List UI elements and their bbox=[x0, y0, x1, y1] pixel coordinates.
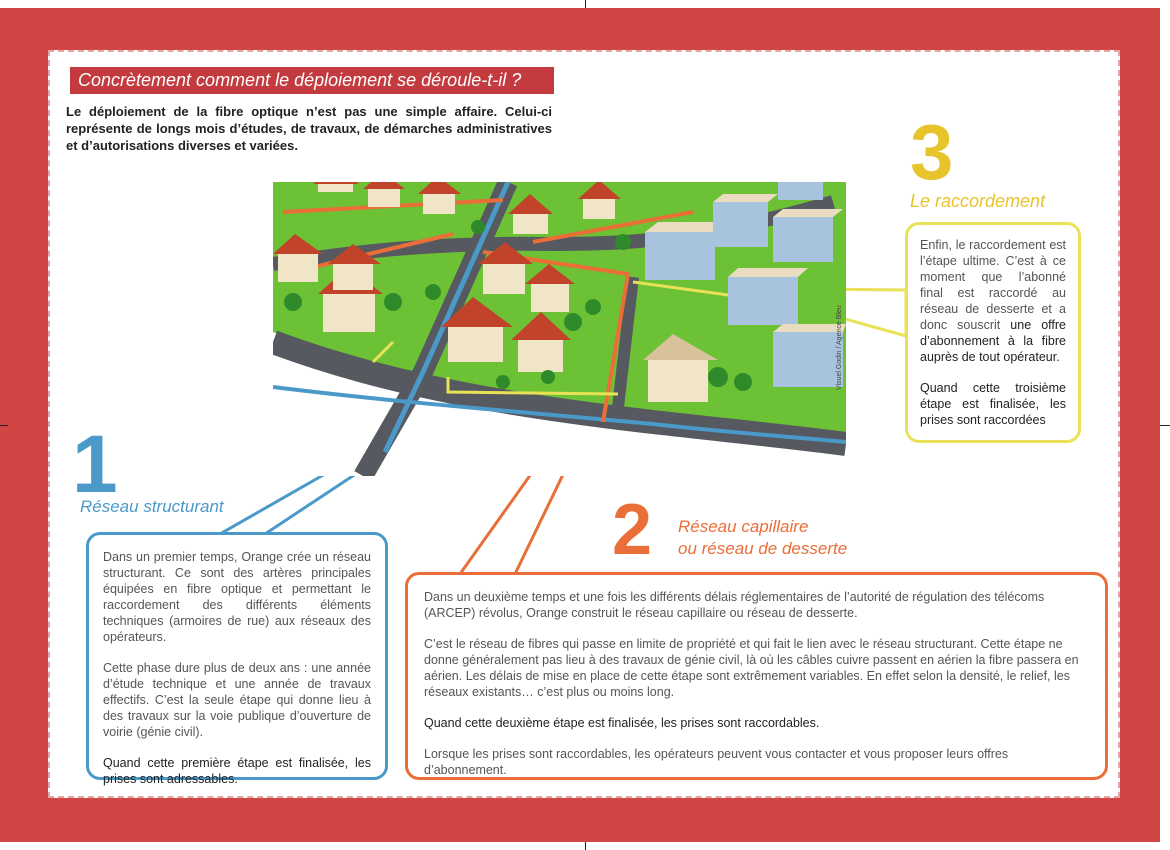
step2-box bbox=[405, 572, 1108, 780]
step3-box bbox=[905, 222, 1081, 443]
step1-paragraph: Dans un premier temps, Orange crée un réseau structurant. Ce sont des artères principales équipées en fibre optique et permettant le raccordement des différents éléments techniques (armoires de rue) aux réseaux des opérateurs. bbox=[103, 550, 371, 644]
intro-text: Le déploiement de la fibre optique n’est pas une simple affaire. Celui-ci représente de longs mois d’études, de travaux, de démarches administratives et d’autorisations diverses et variées. bbox=[66, 104, 552, 153]
step2-paragraph: C’est le réseau de fibres qui passe en limite de propriété et qui fait le lien avec le réseau structurant. Cette étape ne donne généralement pas lieu à des travaux de génie civil, là où les câbles cuivre passent en aérien la fibre passera en aérien. Les délais de mise en place de cette étape sont extrêmement variables. En effet selon la densité, le relief, les réseaux existants… c’est plus ou moins long. bbox=[424, 637, 1079, 699]
step3-emphasis: une offre d’abonnement à la fibre auprès de tout opérateur. bbox=[920, 318, 1066, 364]
house-9 bbox=[363, 182, 405, 207]
page-title: Concrètement comment le déploiement se déroule-t-il ? bbox=[70, 67, 554, 94]
step1-box bbox=[86, 532, 388, 786]
step3-number: 3 bbox=[910, 108, 954, 196]
house-8 bbox=[313, 182, 359, 192]
step1-paragraph: Cette phase dure plus de deux ans : une année d’étude technique et une année de travaux effectifs. C’est la seule étape qui donne lieu à des travaux sur la voie publique d’ouverture de voirie (génie civil). bbox=[103, 661, 371, 739]
step1-label: Réseau structurant bbox=[80, 497, 224, 516]
step2-conclusion: Quand cette deuxième étape est finalisée, les prises sont raccordables. bbox=[424, 716, 820, 730]
step3-text: Enfin, le raccordement est l’étape ultime. C’est à ce moment que l’abonné final est raccordé au réseau de desserte et a donc souscrit bbox=[920, 238, 1066, 332]
step2-label-line2: ou réseau de desserte bbox=[678, 539, 848, 558]
step2-footer: Lorsque les prises sont raccordables, les opérateurs peuvent vous contacter et vous proposer leurs offres d’abonnement. bbox=[424, 747, 1009, 777]
step1-number: 1 bbox=[72, 419, 118, 510]
step2-paragraph: Dans un deuxième temps et une fois les différents délais réglementaires de l’autorité de régulation des télécoms (ARCEP) révolus, Orange construit le réseau capillaire ou réseau de desserte. bbox=[424, 590, 1045, 620]
building-7 bbox=[778, 182, 823, 200]
step3-conclusion: Quand cette troisième étape est finalisée, les prises sont raccordées bbox=[920, 381, 1066, 427]
step3-label: Le raccordement bbox=[910, 191, 1046, 211]
illustration-credit: Visuel Godin / Agence Bleu bbox=[836, 305, 843, 390]
step3-paragraph bbox=[920, 237, 1066, 365]
building-3 bbox=[773, 209, 843, 262]
step1-conclusion: Quand cette première étape est finalisée, les prises sont adressables. bbox=[103, 756, 371, 786]
step2-number: 2 bbox=[612, 490, 653, 570]
network-illustration bbox=[273, 182, 846, 476]
step2-label-line1: Réseau capillaire bbox=[678, 517, 809, 536]
building-4 bbox=[728, 268, 808, 325]
step2-label bbox=[678, 516, 847, 560]
